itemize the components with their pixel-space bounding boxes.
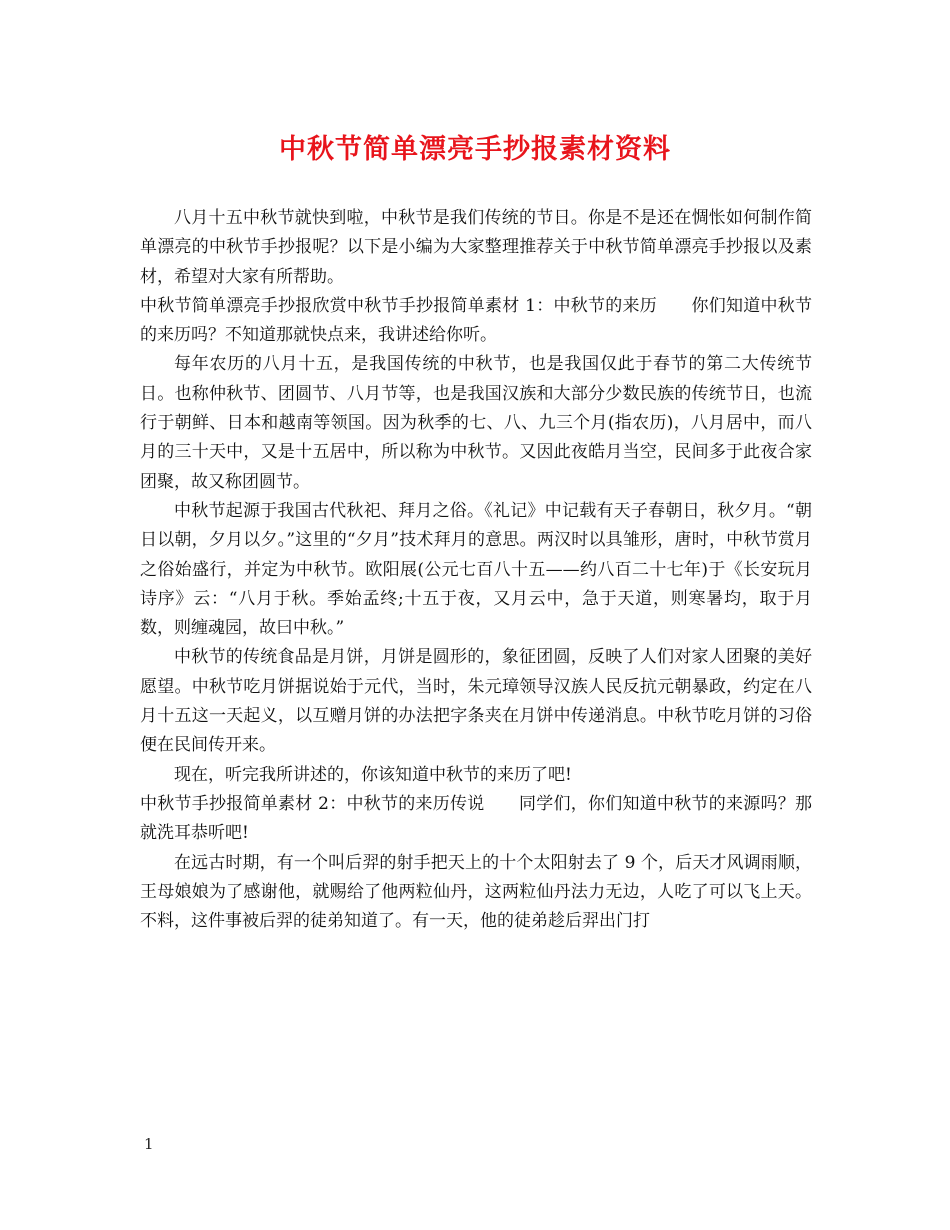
paragraph-intro: 八月十五中秋节就快到啦，中秋节是我们传统的节日。你是不是还在惆怅如何制作简单漂亮的中秋节手抄报呢？以下是小编为大家整理推荐关于中秋节简单漂亮手抄报以及素材，希望对大家有所帮助。 bbox=[140, 208, 812, 287]
paragraph-origin: 每年农历的八月十五，是我国传统的中秋节，也是我国仅此于春节的第二大传统节日。也称仲秋节、团圆节、八月节等，也是我国汉族和大部分少数民族的传统节日，也流行于朝鲜、日本和越南等领国。因为秋季的七、八、九三个月(指农历)，八月居中，而八月的三十天中，又是十五居中，所以称为中秋节。又因此夜皓月当空，民间多于此夜合家团聚，故又称团圆节。 bbox=[140, 354, 812, 492]
page-number: 1 bbox=[144, 1135, 154, 1153]
paragraph-legend: 在远古时期，有一个叫后羿的射手把天上的十个太阳射去了 9 个，后天才风调雨顺，王母娘娘为了感谢他，就赐给了他两粒仙丹，这两粒仙丹法力无边，人吃了可以飞上天。不料，这件事被后羿的徒弟知道了。有一天，他的徒弟趁后羿出门打 bbox=[140, 852, 812, 932]
paragraph-material-2-heading: 中秋节手抄报简单素材 2：中秋节的来历传说 同学们，你们知道中秋节的来源吗？那就洗耳恭听吧! bbox=[140, 793, 812, 844]
paragraph-material-1-heading: 中秋节简单漂亮手抄报欣赏中秋节手抄报简单素材 1：中秋节的来历 你们知道中秋节的来历吗？不知道那就快点来，我讲述给你听。 bbox=[140, 295, 812, 346]
paragraph-history: 中秋节起源于我国古代秋祀、拜月之俗。《礼记》中记载有天子春朝日，秋夕月。“朝日以朝，夕月以夕。”这里的“夕月”技术拜月的意思。两汉时以具雏形，唐时，中秋节赏月之俗始盛行，并定为中秋节。欧阳展(公元七百八十五——约八百二十七年)于《长安玩月诗序》云：“八月于秋。季始孟终;十五于夜，又月云中，急于天道，则寒暑均，取于月数，则缠魂园，故曰中秋。” bbox=[140, 500, 812, 639]
document-title: 中秋节简单漂亮手抄报素材资料 bbox=[279, 134, 671, 165]
paragraph-mooncake: 中秋节的传统食品是月饼，月饼是圆形的，象征团圆，反映了人们对家人团聚的美好愿望。中秋节吃月饼据说始于元代，当时，朱元璋领导汉族人民反抗元朝暴政，约定在八月十五这一天起义，以互赠月饼的办法把字条夹在月饼中传递消息。中秋节吃月饼的习俗便在民间传开来。 bbox=[140, 647, 812, 756]
document-body bbox=[140, 204, 812, 936]
paragraph-conclusion: 现在，听完我所讲述的，你该知道中秋节的来历了吧! bbox=[174, 764, 572, 785]
